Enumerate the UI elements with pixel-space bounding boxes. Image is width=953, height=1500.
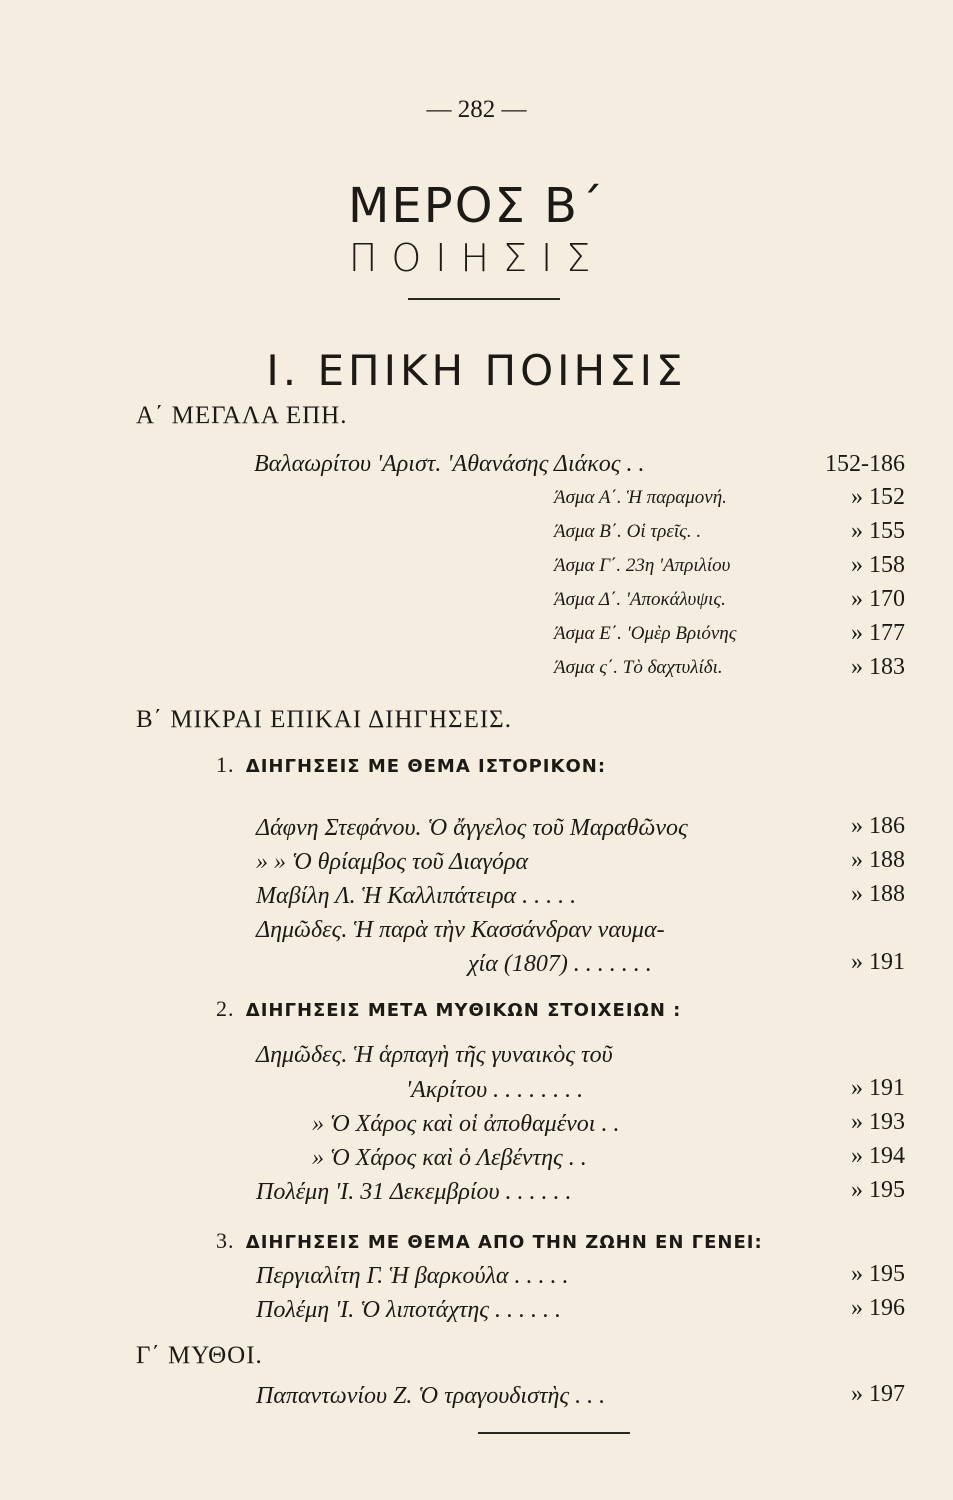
toc-page-ref: » 188 [851,881,905,907]
part-title: ΜΕΡΟΣ Β΄ [348,178,605,234]
toc-main-entry [254,451,644,478]
section-b-heading: Β΄ ΜΙΚΡΑΙ ΕΠΙΚΑΙ ΔΙΗΓΗΣΕΙΣ. [136,706,512,733]
canto-entry: Άσμα Γ΄. 23η 'Απριλίου [554,555,731,576]
subsection-title: ΔΙΗΓΗΣΕΙΣ ΜΕΤΑ ΜΥΘΙΚΩΝ ΣΤΟΙΧΕΙΩΝ : [245,1000,682,1021]
end-divider [478,1432,630,1434]
canto-entry: Άσμα Ε΄. 'Ομὲρ Βριόνης [554,623,737,644]
genre-title: ΠΟΙΗΣΙΣ [348,236,605,280]
toc-page-ref: » 186 [851,813,905,839]
subsection-heading [216,752,606,778]
canto-entry: Άσμα Α΄. Ἡ παραμονή. [554,487,727,508]
toc-entry-continuation: χία (1807) . . . . . . . [468,951,652,977]
toc-page-ref: » 170 [851,586,905,612]
subsection-title: ΔΙΗΓΗΣΕΙΣ ΜΕ ΘΕΜΑ ΑΠΟ ΤΗΝ ΖΩΗΝ ΕΝ ΓΕΝΕΙ: [245,1232,763,1253]
toc-page-ref: » 177 [851,620,905,646]
toc-page-ref: » 193 [851,1109,905,1135]
toc-page-ref: » 196 [851,1295,905,1321]
toc-page-ref: » 197 [851,1381,905,1407]
subsection-title: ΔΙΗΓΗΣΕΙΣ ΜΕ ΘΕΜΑ ΙΣΤΟΡΙΚΟΝ: [245,756,607,777]
toc-page-ref: » 152 [851,484,905,510]
toc-entry: Πολέμη 'Ι. 31 Δεκεμβρίου . . . . . . [256,1179,572,1205]
canto-entry: Άσμα Β΄. Οἱ τρεῖς. . [554,521,702,542]
toc-page-ref: » 155 [851,518,905,544]
section-a-heading: Α΄ ΜΕΓΑΛΑ ΕΠΗ. [136,402,348,429]
toc-entry: Πολέμη 'Ι. Ὁ λιποτάχτης . . . . . . [256,1297,562,1323]
subsection-number: 2. [216,996,235,1021]
toc-entry: » » Ὁ θρίαμβος τοῦ Διαγόρα [256,849,529,875]
chapter-title: I. ΕΠΙΚΗ ΠΟΙΗΣΙΣ [266,346,687,395]
toc-entry-text: Βαλαωρίτου 'Αριστ. 'Αθανάσης Διάκος . . [254,451,645,477]
toc-page-ref: » 195 [851,1177,905,1203]
canto-entry: Άσμα Δ΄. 'Αποκάλυψις. [554,589,726,610]
toc-entry: » Ὁ Χάρος καὶ οἱ ἀποθαμένοι . . [312,1111,620,1137]
toc-entry: Περγιαλίτη Γ. Ἡ βαρκούλα . . . . . [256,1263,569,1289]
toc-entry: Δημῶδες. Ἡ παρὰ τὴν Κασσάνδραν ναυμα- [256,917,665,943]
toc-page-ref: » 195 [851,1261,905,1287]
toc-page-ref: 152-186 [825,451,905,477]
toc-entry: Μαβίλη Λ. Ἡ Καλλιπάτειρα . . . . . [256,883,577,909]
toc-page-ref: » 158 [851,552,905,578]
toc-entry-continuation: 'Ακρίτου . . . . . . . . [406,1077,584,1103]
toc-entry: Παπαντωνίου Ζ. Ὁ τραγουδιστὴς . . . [256,1383,606,1409]
subsection-heading [216,996,681,1022]
subsection-heading [216,1228,763,1254]
title-divider [408,298,560,300]
toc-page-ref: » 183 [851,654,905,680]
toc-page-ref: » 191 [851,949,905,975]
page-number: — 282 — [426,96,527,123]
toc-page-ref: » 191 [851,1075,905,1101]
toc-entry: Δάφνη Στεφάνου. Ὁ ἄγγελος τοῦ Μαραθῶνος [256,815,688,841]
subsection-number: 1. [216,752,235,777]
toc-page-ref: » 194 [851,1143,905,1169]
subsection-number: 3. [216,1228,235,1253]
section-c-heading: Γ΄ ΜΥΘΟΙ. [136,1342,263,1369]
toc-entry: Δημῶδες. Ἡ ἁρπαγὴ τῆς γυναικὸς τοῦ [256,1042,613,1068]
toc-page-ref: » 188 [851,847,905,873]
canto-entry: Άσμα ς΄. Τὸ δαχτυλίδι. [554,657,723,678]
toc-entry: » Ὁ Χάρος καὶ ὁ Λεβέντης . . [312,1145,587,1171]
